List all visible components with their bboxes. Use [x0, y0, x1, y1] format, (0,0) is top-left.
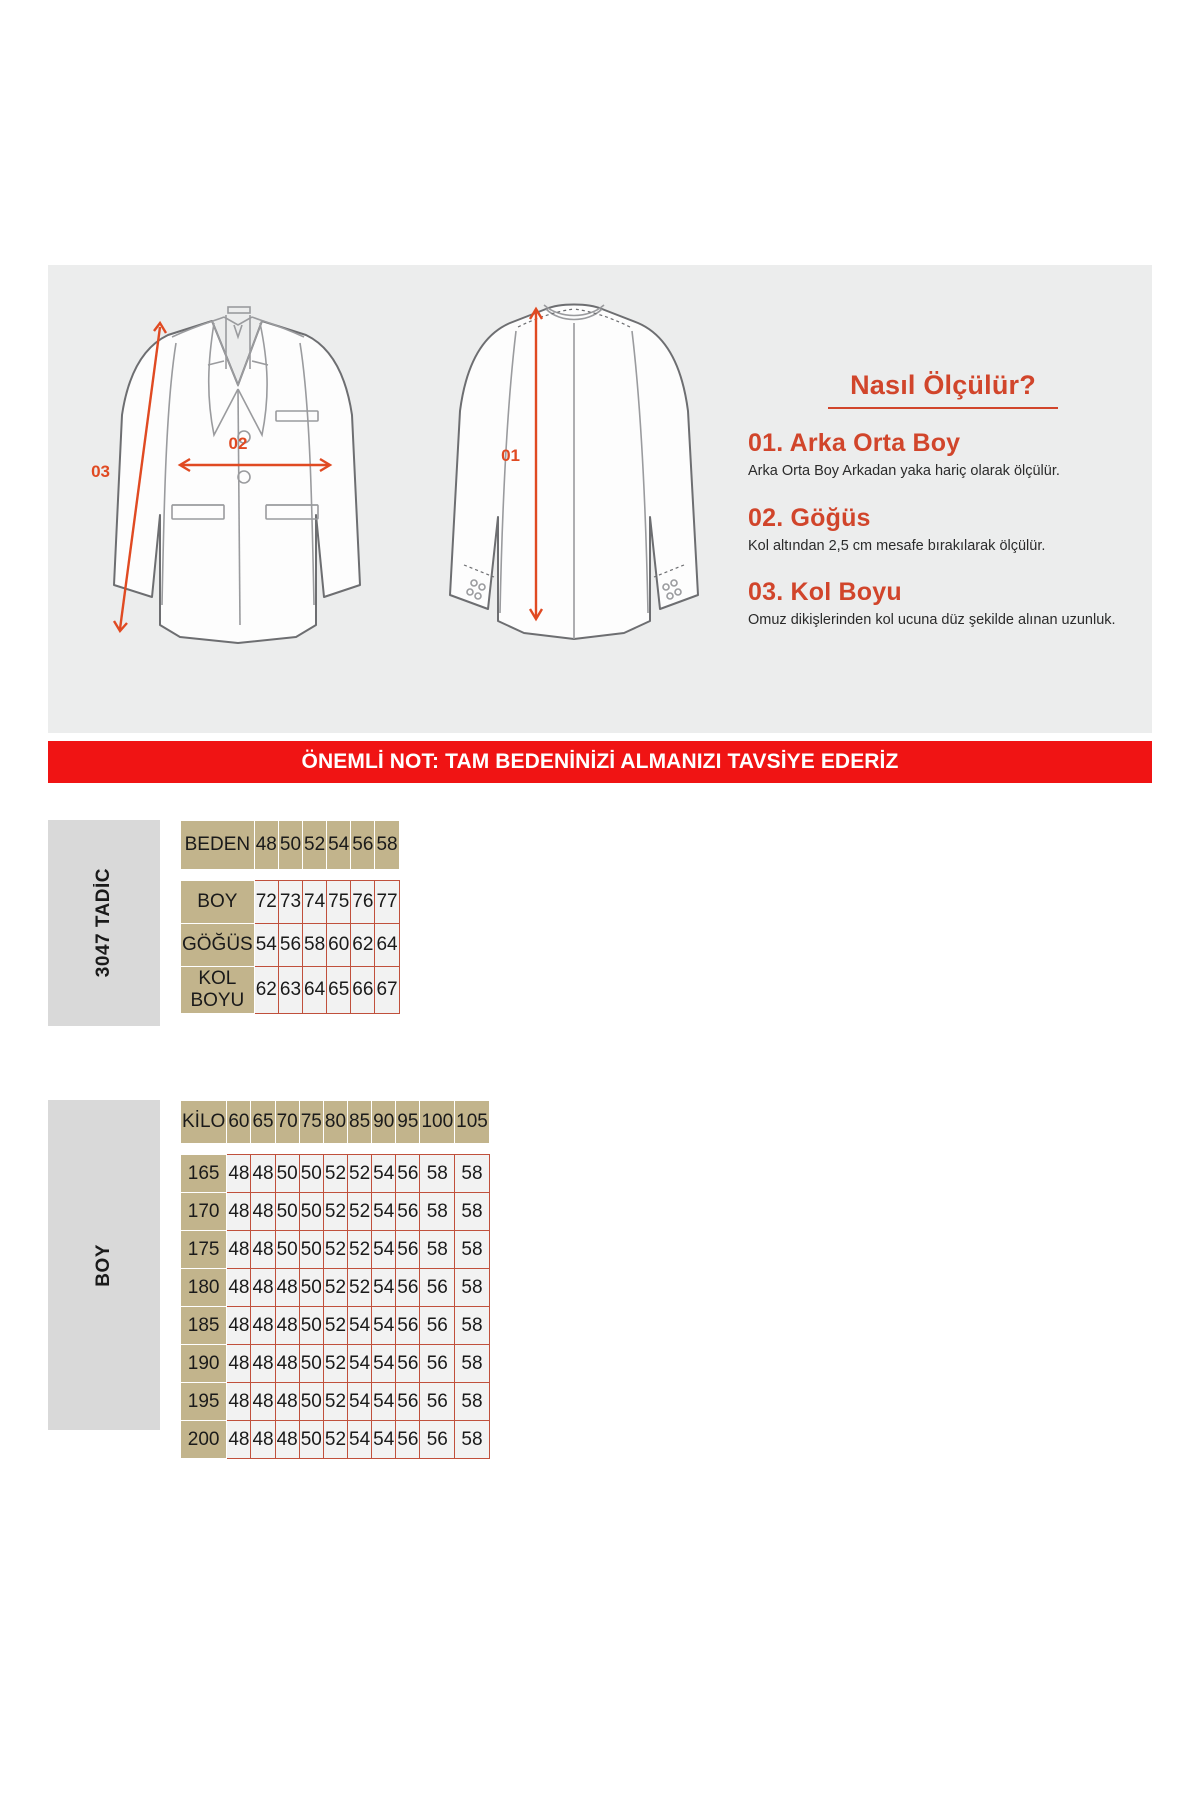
matrix-header-cell: 85 [348, 1101, 372, 1144]
table-row [181, 1383, 490, 1421]
matrix-data-cell: 50 [299, 1193, 323, 1231]
table-row [181, 924, 400, 967]
table-row [181, 1155, 490, 1193]
size-data-cell: 64 [303, 967, 327, 1014]
matrix-data-cell: 48 [275, 1307, 299, 1345]
size-header-cell: 52 [303, 821, 327, 870]
table-row [181, 1345, 490, 1383]
matrix-table-side-label [48, 1100, 160, 1430]
matrix-data-cell: 54 [372, 1383, 396, 1421]
size-data-cell: 60 [327, 924, 351, 967]
important-notice-bar [48, 741, 1152, 783]
matrix-header-cell: 105 [455, 1101, 490, 1144]
matrix-data-cell: 48 [251, 1383, 275, 1421]
matrix-data-cell: 48 [275, 1421, 299, 1459]
size-data-cell: 58 [303, 924, 327, 967]
table-row [181, 1269, 490, 1307]
matrix-data-cell: 54 [372, 1193, 396, 1231]
jacket-front-view [91, 307, 360, 643]
size-header-cell: 48 [254, 821, 278, 870]
matrix-data-cell: 48 [227, 1155, 251, 1193]
matrix-data-cell: 54 [348, 1383, 372, 1421]
matrix-data-cell: 48 [251, 1421, 275, 1459]
matrix-data-cell: 52 [323, 1345, 347, 1383]
table-row [181, 1421, 490, 1459]
matrix-data-cell: 50 [275, 1193, 299, 1231]
matrix-data-cell: 54 [372, 1307, 396, 1345]
matrix-data-cell: 58 [455, 1193, 490, 1231]
size-table-side-label [48, 820, 160, 1026]
table-row [181, 1193, 490, 1231]
size-data-cell: 62 [254, 967, 278, 1014]
matrix-data-cell: 58 [455, 1421, 490, 1459]
matrix-data-cell: 58 [455, 1269, 490, 1307]
important-notice-text: ÖNEMLİ NOT: TAM BEDENİNİZİ ALMANIZI TAVSİYE EDERİZ [301, 750, 899, 773]
matrix-data-cell: 48 [227, 1421, 251, 1459]
matrix-data-cell: 52 [323, 1231, 347, 1269]
matrix-row-label: 190 [181, 1345, 227, 1383]
matrix-data-cell: 48 [227, 1269, 251, 1307]
size-header-cell: 54 [327, 821, 351, 870]
matrix-data-cell: 50 [299, 1269, 323, 1307]
matrix-data-cell: 50 [299, 1383, 323, 1421]
matrix-data-cell: 56 [396, 1269, 420, 1307]
matrix-data-cell: 48 [251, 1155, 275, 1193]
matrix-data-cell: 50 [299, 1345, 323, 1383]
matrix-data-cell: 48 [227, 1383, 251, 1421]
matrix-data-cell: 54 [372, 1269, 396, 1307]
size-data-cell: 62 [351, 924, 375, 967]
size-data-cell: 67 [375, 967, 399, 1014]
measure-item-1-text: Arka Orta Boy Arkadan yaka hariç olarak ölçülür. [748, 463, 1060, 479]
matrix-data-cell: 48 [227, 1193, 251, 1231]
measure-item-3-text: Omuz dikişlerinden kol ucuna düz şekilde alınan uzunluk. [748, 612, 1116, 629]
matrix-data-cell: 58 [455, 1307, 490, 1345]
table-row [181, 1231, 490, 1269]
matrix-header-cell: 100 [420, 1101, 455, 1144]
size-data-cell: 77 [375, 881, 399, 924]
matrix-header-cell: 60 [227, 1101, 251, 1144]
how-to-measure-title: Nasıl Ölçülür? [850, 370, 1036, 400]
matrix-data-cell: 50 [299, 1421, 323, 1459]
table-row [181, 1307, 490, 1345]
matrix-data-cell: 58 [455, 1231, 490, 1269]
size-data-cell: 65 [327, 967, 351, 1014]
matrix-data-cell: 56 [396, 1383, 420, 1421]
matrix-row-label: 170 [181, 1193, 227, 1231]
weight-height-matrix-table [180, 1100, 490, 1459]
matrix-data-cell: 56 [396, 1231, 420, 1269]
matrix-data-cell: 56 [396, 1155, 420, 1193]
table-spacer-row [181, 870, 400, 881]
matrix-data-cell: 48 [275, 1345, 299, 1383]
jacket-illustration [48, 265, 748, 733]
matrix-data-cell: 54 [372, 1231, 396, 1269]
matrix-data-cell: 50 [299, 1307, 323, 1345]
matrix-data-cell: 48 [275, 1383, 299, 1421]
matrix-data-cell: 54 [372, 1421, 396, 1459]
how-to-measure-block [748, 370, 1138, 631]
size-data-cell: 73 [278, 881, 302, 924]
measurement-diagram-panel [48, 265, 1152, 733]
measure-item-1-heading: 01. Arka Orta Boy [748, 429, 961, 457]
size-row-label: GÖĞÜS [181, 924, 255, 967]
matrix-data-cell: 48 [251, 1269, 275, 1307]
measure-item-2-heading: 02. Göğüs [748, 503, 871, 532]
measure-item-2-text: Kol altından 2,5 cm mesafe bırakılarak ölçülür. [748, 537, 1046, 554]
matrix-data-cell: 48 [251, 1307, 275, 1345]
size-table [180, 820, 400, 1014]
matrix-data-cell: 48 [227, 1345, 251, 1383]
matrix-row-label: 175 [181, 1231, 227, 1269]
size-data-cell: 72 [254, 881, 278, 924]
matrix-header-cell: 70 [275, 1101, 299, 1144]
size-data-cell: 56 [278, 924, 302, 967]
matrix-data-cell: 58 [420, 1231, 455, 1269]
matrix-data-cell: 56 [420, 1421, 455, 1459]
size-data-cell: 74 [303, 881, 327, 924]
matrix-data-cell: 48 [227, 1231, 251, 1269]
marker-01-text: 01 [501, 446, 520, 465]
matrix-data-cell: 54 [348, 1307, 372, 1345]
measure-item-3-heading: 03. Kol Boyu [748, 578, 902, 607]
matrix-data-cell: 52 [323, 1383, 347, 1421]
matrix-data-cell: 52 [323, 1193, 347, 1231]
matrix-data-cell: 50 [299, 1231, 323, 1269]
matrix-header-cell: 75 [299, 1101, 323, 1144]
matrix-data-cell: 56 [420, 1345, 455, 1383]
matrix-data-cell: 48 [251, 1193, 275, 1231]
matrix-data-cell: 56 [420, 1269, 455, 1307]
matrix-header-label: KİLO [181, 1101, 227, 1144]
matrix-data-cell: 52 [323, 1155, 347, 1193]
matrix-data-cell: 58 [420, 1155, 455, 1193]
matrix-data-cell: 56 [420, 1383, 455, 1421]
size-table-side-label-text: 3047 TADİC [93, 868, 114, 978]
matrix-data-cell: 54 [372, 1155, 396, 1193]
matrix-row-label: 200 [181, 1421, 227, 1459]
matrix-data-cell: 52 [323, 1269, 347, 1307]
size-data-cell: 75 [327, 881, 351, 924]
matrix-data-cell: 54 [348, 1345, 372, 1383]
title-underline [828, 407, 1058, 409]
matrix-data-cell: 48 [227, 1307, 251, 1345]
matrix-row-label: 185 [181, 1307, 227, 1345]
matrix-row-label: 195 [181, 1383, 227, 1421]
size-table-header-label: BEDEN [181, 821, 255, 870]
table-row [181, 967, 400, 1014]
matrix-data-cell: 58 [420, 1193, 455, 1231]
size-data-cell: 64 [375, 924, 399, 967]
size-row-label: BOY [181, 881, 255, 924]
matrix-data-cell: 50 [275, 1155, 299, 1193]
table-row [181, 1101, 490, 1144]
table-spacer-row [181, 1144, 490, 1155]
matrix-data-cell: 54 [372, 1345, 396, 1383]
matrix-data-cell: 52 [348, 1269, 372, 1307]
matrix-header-cell: 95 [396, 1101, 420, 1144]
matrix-data-cell: 56 [396, 1345, 420, 1383]
matrix-data-cell: 56 [396, 1193, 420, 1231]
matrix-data-cell: 48 [251, 1345, 275, 1383]
size-data-cell: 76 [351, 881, 375, 924]
matrix-data-cell: 52 [348, 1155, 372, 1193]
matrix-data-cell: 58 [455, 1155, 490, 1193]
marker-03-text: 03 [91, 462, 110, 481]
table-row [181, 881, 400, 924]
matrix-data-cell: 48 [275, 1269, 299, 1307]
matrix-data-cell: 48 [251, 1231, 275, 1269]
matrix-data-cell: 58 [455, 1345, 490, 1383]
matrix-data-cell: 52 [323, 1307, 347, 1345]
matrix-data-cell: 56 [396, 1307, 420, 1345]
marker-02-text: 02 [228, 434, 248, 453]
matrix-data-cell: 56 [420, 1307, 455, 1345]
size-header-cell: 50 [278, 821, 302, 870]
matrix-row-label: 165 [181, 1155, 227, 1193]
size-data-cell: 66 [351, 967, 375, 1014]
size-header-cell: 56 [351, 821, 375, 870]
matrix-data-cell: 52 [348, 1193, 372, 1231]
size-header-cell: 58 [375, 821, 399, 870]
matrix-data-cell: 58 [455, 1383, 490, 1421]
matrix-data-cell: 50 [299, 1155, 323, 1193]
matrix-data-cell: 52 [323, 1421, 347, 1459]
matrix-data-cell: 54 [348, 1421, 372, 1459]
matrix-table-side-label-text: BOY [93, 1243, 114, 1287]
matrix-data-cell: 52 [348, 1231, 372, 1269]
jacket-back-view [450, 305, 698, 640]
matrix-header-cell: 65 [251, 1101, 275, 1144]
matrix-row-label: 180 [181, 1269, 227, 1307]
matrix-data-cell: 50 [275, 1231, 299, 1269]
table-row [181, 821, 400, 870]
matrix-header-cell: 90 [372, 1101, 396, 1144]
size-data-cell: 63 [278, 967, 302, 1014]
size-row-label: KOL BOYU [181, 967, 255, 1014]
matrix-data-cell: 56 [396, 1421, 420, 1459]
matrix-header-cell: 80 [323, 1101, 347, 1144]
size-data-cell: 54 [254, 924, 278, 967]
